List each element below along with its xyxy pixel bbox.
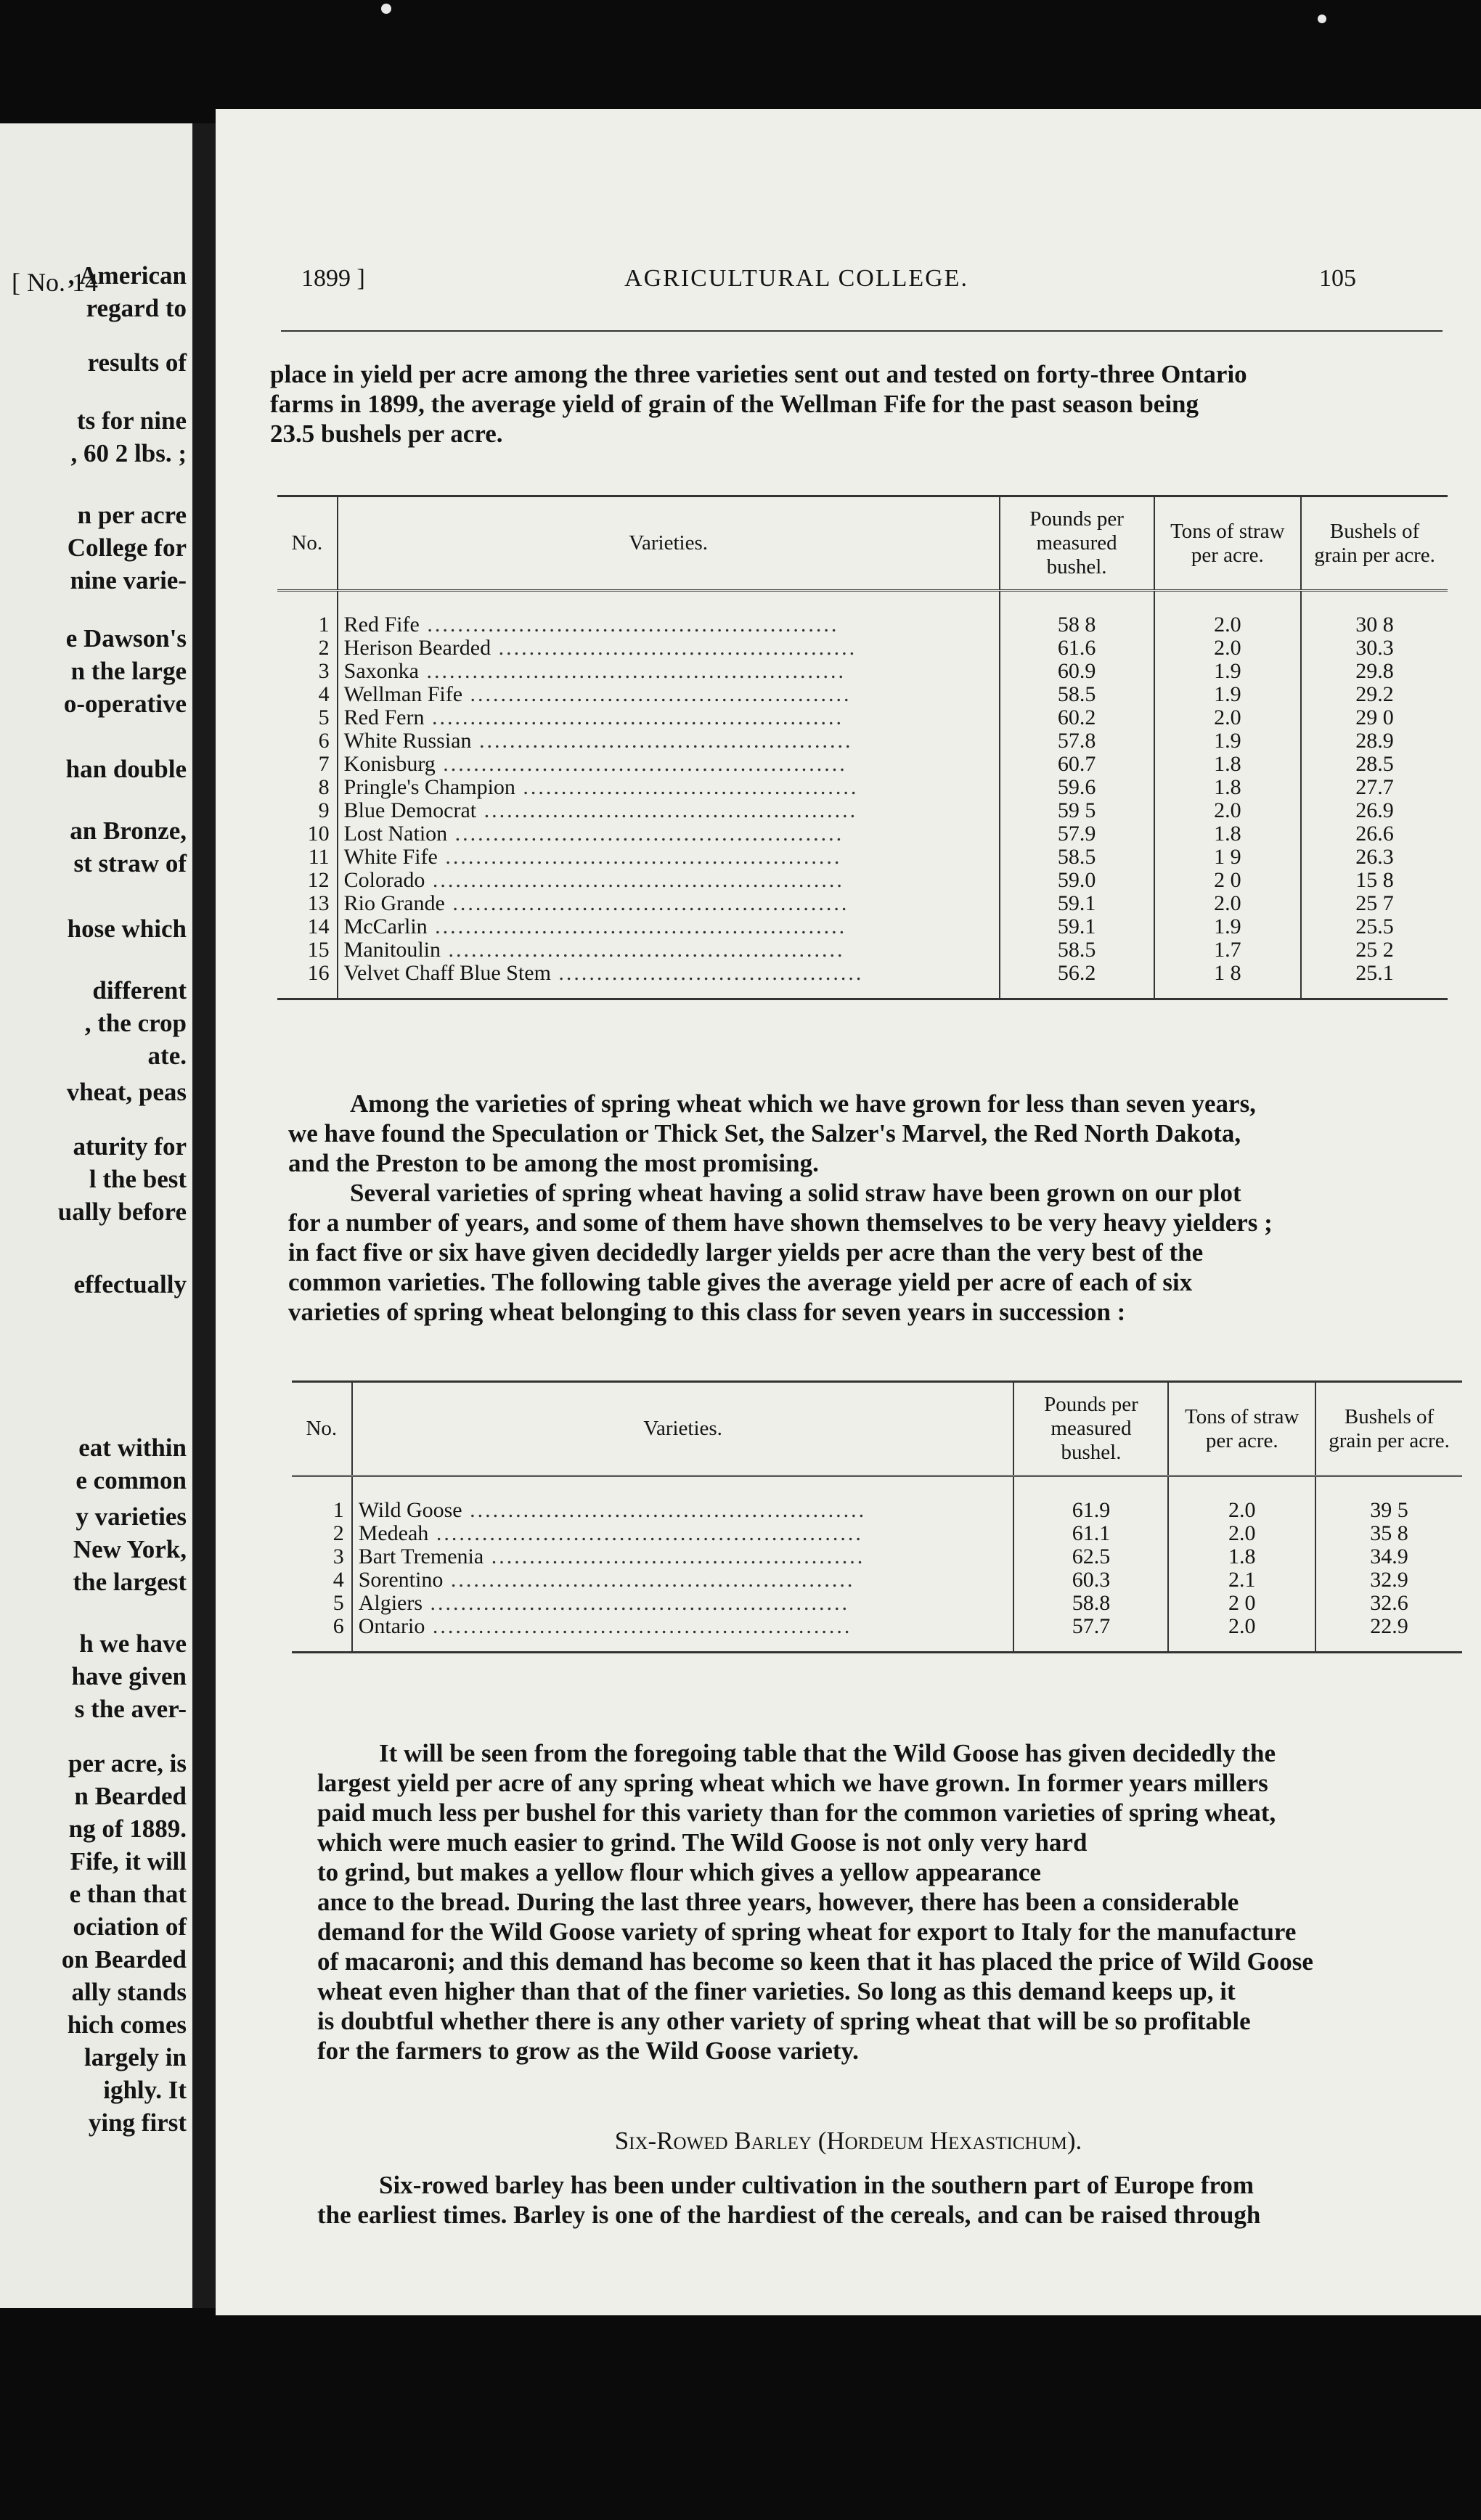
left-page-line: hich comes bbox=[67, 2010, 187, 2039]
left-page-line: aturity for bbox=[73, 1132, 187, 1161]
table-row bbox=[277, 822, 1448, 846]
left-page-line: have given bbox=[71, 1662, 187, 1690]
text-line: place in yield per acre among the three varieties sent out and tested on forty-three Ontario bbox=[270, 360, 1247, 388]
variety-name bbox=[338, 892, 1000, 915]
bushels-grain: 39 5 bbox=[1315, 1476, 1462, 1523]
row-number: 4 bbox=[332, 1568, 344, 1592]
col-bushels-header: Bushels of grain per acre. bbox=[1315, 1382, 1462, 1476]
table-row bbox=[292, 1476, 1462, 1523]
header-rule bbox=[281, 330, 1443, 332]
left-page-line: an Bronze, bbox=[70, 817, 187, 845]
left-page-header: [ No. 14 bbox=[12, 268, 98, 297]
text-line: Six-rowed barley has been under cultivation in the southern part of Europe from bbox=[379, 2171, 1254, 2199]
variety-label: White Russian bbox=[343, 729, 472, 753]
variety-name bbox=[338, 938, 1000, 962]
left-page-line: , 60 2 lbs. ; bbox=[70, 439, 187, 467]
variety-label: Saxonka bbox=[343, 660, 419, 683]
table-row bbox=[277, 938, 1448, 962]
pounds-per-bushel: 59 5 bbox=[1000, 799, 1154, 822]
bushels-grain: 29.8 bbox=[1301, 660, 1448, 683]
variety-name bbox=[338, 683, 1000, 706]
tons-straw: 1 8 bbox=[1154, 962, 1302, 999]
leader-dots: ........................................................ bbox=[428, 1522, 863, 1545]
left-page-line: vheat, peas bbox=[66, 1078, 187, 1106]
bushels-grain: 28.5 bbox=[1301, 753, 1448, 776]
bushels-grain: 28.9 bbox=[1301, 729, 1448, 753]
left-page-line: ociation of bbox=[73, 1912, 187, 1941]
row-number: 7 bbox=[318, 752, 330, 776]
table-row bbox=[292, 1568, 1462, 1592]
left-page-line: o-operative bbox=[63, 690, 187, 718]
variety-label: Red Fern bbox=[343, 706, 425, 729]
text-line: ance to the bread. During the last three years, however, there has been a considerable bbox=[317, 1888, 1239, 1916]
bushels-grain: 15 8 bbox=[1301, 869, 1448, 892]
left-page-line: n per acre bbox=[77, 501, 187, 529]
row-number: 9 bbox=[318, 798, 330, 822]
row-number: 15 bbox=[307, 938, 330, 962]
row-number: 4 bbox=[318, 682, 330, 706]
col-pounds-header: Pounds per measured bushel. bbox=[1000, 496, 1154, 591]
left-page-line: nine varie- bbox=[70, 566, 187, 594]
variety-name bbox=[338, 915, 1000, 938]
bushels-grain: 30.3 bbox=[1301, 637, 1448, 660]
leader-dots: .................................................... bbox=[462, 1498, 867, 1522]
tons-straw: 1.8 bbox=[1154, 753, 1302, 776]
variety-label: Red Fife bbox=[343, 613, 420, 637]
left-page-line: ng of 1889. bbox=[68, 1815, 187, 1843]
text-line: the earliest times. Barley is one of the hardiest of the cereals, and can be raised through bbox=[317, 2201, 1261, 2229]
pounds-per-bushel: 59.0 bbox=[1000, 869, 1154, 892]
variety-name bbox=[352, 1615, 1014, 1653]
left-page-line: n the large bbox=[70, 657, 187, 685]
text-line: which were much easier to grind. The Wild Goose is not only very hard bbox=[317, 1828, 1088, 1857]
leader-dots: ........................................ bbox=[550, 962, 864, 985]
text-line: Among the varieties of spring wheat which we have grown for less than seven years, bbox=[350, 1089, 1256, 1118]
row-number: 5 bbox=[318, 705, 330, 729]
col-bushels-header: Bushels of grain per acre. bbox=[1301, 496, 1448, 591]
left-page-line: h we have bbox=[79, 1629, 187, 1658]
leader-dots: ................................................. bbox=[476, 799, 858, 822]
left-page-line: on Bearded bbox=[61, 1945, 187, 1973]
table-row bbox=[277, 799, 1448, 822]
main-page bbox=[216, 109, 1481, 2315]
row-number: 12 bbox=[307, 868, 330, 892]
leader-dots: ...................................................... bbox=[425, 869, 844, 892]
text-line: It will be seen from the foregoing table that the Wild Goose has given decidedly the bbox=[379, 1739, 1276, 1767]
leader-dots: .................................................... bbox=[437, 846, 842, 869]
left-page-line: e Dawson's bbox=[65, 624, 187, 652]
left-page-line: Fife, it will bbox=[70, 1847, 187, 1875]
leader-dots: ................................................. bbox=[484, 1545, 865, 1568]
leader-dots: ..................................................... bbox=[435, 753, 847, 776]
text-line: demand for the Wild Goose variety of spring wheat for export to Italy for the manufacture bbox=[317, 1918, 1297, 1946]
pounds-per-bushel: 60.2 bbox=[1000, 706, 1154, 729]
pounds-per-bushel: 58.5 bbox=[1000, 938, 1154, 962]
tons-straw: 2.0 bbox=[1154, 637, 1302, 660]
tons-straw: 1 9 bbox=[1154, 846, 1302, 869]
pounds-per-bushel: 59.1 bbox=[1000, 892, 1154, 915]
book-gutter bbox=[192, 123, 216, 2308]
variety-name bbox=[352, 1545, 1014, 1568]
variety-name bbox=[338, 660, 1000, 683]
row-number: 8 bbox=[318, 775, 330, 799]
bushels-grain: 25 2 bbox=[1301, 938, 1448, 962]
row-number: 3 bbox=[318, 659, 330, 683]
leader-dots: ................................................. bbox=[471, 729, 853, 753]
left-page-line: different bbox=[92, 976, 187, 1005]
bushels-grain: 25.5 bbox=[1301, 915, 1448, 938]
variety-label: Ontario bbox=[358, 1615, 425, 1638]
text-line: is doubtful whether there is any other variety of spring wheat that will be so profitable bbox=[317, 2007, 1251, 2035]
variety-label: Bart Tremenia bbox=[358, 1545, 484, 1568]
variety-name bbox=[338, 962, 1000, 999]
variety-name bbox=[338, 637, 1000, 660]
table-row bbox=[277, 776, 1448, 799]
middle-paragraph bbox=[288, 1089, 1457, 1327]
left-page-line: , the crop bbox=[84, 1009, 187, 1037]
text-line: of macaroni; and this demand has become so keen that it has placed the price of Wild Goose bbox=[317, 1947, 1313, 1976]
variety-label: Lost Nation bbox=[343, 822, 448, 846]
text-line: Several varieties of spring wheat having a solid straw have been grown on our plot bbox=[350, 1179, 1241, 1207]
pounds-per-bushel: 61.1 bbox=[1013, 1522, 1168, 1545]
bushels-grain: 26.3 bbox=[1301, 846, 1448, 869]
leader-dots: ...................................................... bbox=[424, 706, 844, 729]
tons-straw: 2.0 bbox=[1154, 706, 1302, 729]
pounds-per-bushel: 56.2 bbox=[1000, 962, 1154, 999]
variety-label: Manitoulin bbox=[343, 938, 441, 962]
text-line: for a number of years, and some of them have shown themselves to be very heavy yielders ; bbox=[288, 1208, 1273, 1237]
tons-straw: 1.8 bbox=[1154, 822, 1302, 846]
pounds-per-bushel: 58.5 bbox=[1000, 846, 1154, 869]
left-page-line: ate. bbox=[147, 1042, 187, 1070]
col-varieties-header: Varieties. bbox=[338, 496, 1000, 591]
film-speck bbox=[381, 4, 391, 14]
variety-name bbox=[338, 776, 1000, 799]
table-row bbox=[277, 846, 1448, 869]
table-row bbox=[277, 962, 1448, 999]
left-page-line: the largest bbox=[73, 1568, 187, 1596]
leader-dots: ...................................................... bbox=[419, 613, 839, 637]
col-no-header: No. bbox=[292, 1382, 352, 1476]
left-page-line: s the aver- bbox=[74, 1695, 187, 1723]
leader-dots: ............................................... bbox=[491, 637, 857, 660]
pounds-per-bushel: 60.9 bbox=[1000, 660, 1154, 683]
variety-name bbox=[352, 1522, 1014, 1545]
variety-name bbox=[338, 591, 1000, 637]
left-page-line: , American bbox=[68, 261, 187, 290]
table-row bbox=[277, 683, 1448, 706]
left-page-line: ually before bbox=[57, 1198, 187, 1226]
bushels-grain: 35 8 bbox=[1315, 1522, 1462, 1545]
leader-dots: ............................................ bbox=[515, 776, 859, 799]
leader-dots: ..................................................... bbox=[443, 1568, 855, 1592]
variety-name bbox=[352, 1592, 1014, 1615]
bushels-grain: 30 8 bbox=[1301, 591, 1448, 637]
left-page-line: l the best bbox=[89, 1165, 187, 1193]
section-heading-six-rowed-barley: Six-Rowed Barley (Hordeum Hexastichum). bbox=[614, 2127, 1082, 2155]
col-pounds-header: Pounds per measured bushel. bbox=[1013, 1382, 1168, 1476]
tons-straw: 2.0 bbox=[1154, 799, 1302, 822]
left-page-line: effectually bbox=[73, 1270, 187, 1298]
left-page-line: st straw of bbox=[73, 849, 187, 878]
row-number: 10 bbox=[307, 822, 330, 846]
variety-label: Medeah bbox=[358, 1522, 429, 1545]
pounds-per-bushel: 59.1 bbox=[1000, 915, 1154, 938]
pounds-per-bushel: 59.6 bbox=[1000, 776, 1154, 799]
tons-straw: 2.0 bbox=[1168, 1476, 1315, 1523]
leader-dots: ...................................................... bbox=[427, 915, 847, 938]
table-row bbox=[277, 915, 1448, 938]
tons-straw: 2.0 bbox=[1154, 892, 1302, 915]
variety-name bbox=[352, 1568, 1014, 1592]
leader-dots: .................................................. bbox=[462, 683, 852, 706]
text-line: paid much less per bushel for this variety than for the common varieties of spring wheat, bbox=[317, 1799, 1276, 1827]
bushels-grain: 29 0 bbox=[1301, 706, 1448, 729]
bushels-grain: 32.9 bbox=[1315, 1568, 1462, 1592]
table-row bbox=[277, 753, 1448, 776]
header-title: AGRICULTURAL COLLEGE. bbox=[624, 265, 968, 292]
left-page-line: e than that bbox=[69, 1880, 187, 1908]
left-page-line: eat within bbox=[78, 1433, 187, 1462]
variety-name bbox=[338, 706, 1000, 729]
table-row bbox=[277, 869, 1448, 892]
left-page-line: n Bearded bbox=[74, 1782, 187, 1810]
row-number: 6 bbox=[318, 729, 330, 753]
variety-label: Sorentino bbox=[358, 1568, 444, 1592]
variety-label: Wild Goose bbox=[358, 1498, 462, 1522]
tons-straw: 2.0 bbox=[1168, 1522, 1315, 1545]
table-row bbox=[277, 637, 1448, 660]
text-line: to grind, but makes a yellow flour which gives a yellow appearance bbox=[317, 1858, 1041, 1886]
left-page-line: ying first bbox=[88, 2108, 187, 2137]
row-number: 1 bbox=[318, 613, 330, 637]
left-page-line: per acre, is bbox=[68, 1749, 187, 1778]
left-facing-page bbox=[0, 123, 192, 2308]
leader-dots: ....................................................... bbox=[423, 1592, 850, 1615]
spring-wheat-table bbox=[277, 495, 1448, 1000]
variety-label: Wellman Fife bbox=[343, 683, 463, 706]
pounds-per-bushel: 57.9 bbox=[1000, 822, 1154, 846]
variety-name bbox=[338, 846, 1000, 869]
pounds-per-bushel: 57.7 bbox=[1013, 1615, 1168, 1653]
leader-dots: .................................................... bbox=[441, 938, 845, 962]
pounds-per-bushel: 58.8 bbox=[1013, 1592, 1168, 1615]
col-no-header: No. bbox=[277, 496, 338, 591]
variety-name bbox=[338, 869, 1000, 892]
tons-straw: 2.0 bbox=[1168, 1615, 1315, 1653]
left-page-line: New York, bbox=[73, 1535, 187, 1563]
variety-label: Algiers bbox=[358, 1592, 423, 1615]
table-row bbox=[277, 660, 1448, 683]
bushels-grain: 25.1 bbox=[1301, 962, 1448, 999]
table-row bbox=[292, 1615, 1462, 1653]
left-page-line: hose which bbox=[67, 915, 187, 943]
tons-straw: 2 0 bbox=[1154, 869, 1302, 892]
tons-straw: 2.0 bbox=[1154, 591, 1302, 637]
closing-paragraph bbox=[317, 1738, 1461, 2066]
variety-name bbox=[338, 799, 1000, 822]
bushels-grain: 29.2 bbox=[1301, 683, 1448, 706]
col-straw-header: Tons of straw per acre. bbox=[1168, 1382, 1315, 1476]
text-line: in fact five or six have given decidedly larger yields per acre than the very best of the bbox=[288, 1238, 1204, 1267]
variety-name bbox=[338, 729, 1000, 753]
col-varieties-header: Varieties. bbox=[352, 1382, 1014, 1476]
table-row bbox=[277, 892, 1448, 915]
text-line: farms in 1899, the average yield of grain of the Wellman Fife for the past season being bbox=[270, 390, 1199, 418]
variety-label: McCarlin bbox=[343, 915, 428, 938]
bushels-grain: 26.6 bbox=[1301, 822, 1448, 846]
pounds-per-bushel: 58.5 bbox=[1000, 683, 1154, 706]
left-page-line: y varieties bbox=[76, 1502, 187, 1531]
row-number: 6 bbox=[292, 1615, 352, 1653]
pounds-per-bushel: 61.6 bbox=[1000, 637, 1154, 660]
text-line: largest yield per acre of any spring wheat which we have grown. In former years millers bbox=[317, 1769, 1268, 1797]
left-page-line: ally stands bbox=[71, 1978, 187, 2006]
table-row bbox=[292, 1592, 1462, 1615]
text-line: and the Preston to be among the most promising. bbox=[288, 1149, 819, 1177]
bushels-grain: 26.9 bbox=[1301, 799, 1448, 822]
variety-label: Pringle's Champion bbox=[343, 776, 515, 799]
final-paragraph bbox=[317, 2170, 1461, 2230]
page-number: 105 bbox=[1319, 265, 1356, 292]
solid-straw-wheat-table bbox=[292, 1380, 1462, 1653]
tons-straw: 1.7 bbox=[1154, 938, 1302, 962]
leader-dots: ....................................................... bbox=[419, 660, 846, 683]
left-page-line: largely in bbox=[84, 2043, 187, 2071]
left-page-line: e common bbox=[76, 1466, 187, 1494]
pounds-per-bushel: 61.9 bbox=[1013, 1476, 1168, 1523]
variety-label: Blue Democrat bbox=[343, 799, 477, 822]
table-row bbox=[292, 1522, 1462, 1545]
text-line: we have found the Speculation or Thick Set, the Salzer's Marvel, the Red North Dakota, bbox=[288, 1119, 1241, 1148]
row-number: 3 bbox=[332, 1545, 344, 1568]
row-number: 2 bbox=[332, 1521, 344, 1545]
variety-name bbox=[352, 1476, 1014, 1523]
row-number: 5 bbox=[332, 1591, 344, 1615]
left-page-line: ts for nine bbox=[76, 406, 187, 435]
bushels-grain: 25 7 bbox=[1301, 892, 1448, 915]
row-number: 1 bbox=[332, 1498, 344, 1522]
variety-label: White Fife bbox=[343, 846, 438, 869]
table-row bbox=[277, 591, 1448, 637]
tons-straw: 1.8 bbox=[1168, 1545, 1315, 1568]
col-straw-header: Tons of straw per acre. bbox=[1154, 496, 1302, 591]
left-page-line: results of bbox=[87, 348, 187, 377]
variety-label: Velvet Chaff Blue Stem bbox=[343, 962, 551, 985]
pounds-per-bushel: 60.7 bbox=[1000, 753, 1154, 776]
bushels-grain: 34.9 bbox=[1315, 1545, 1462, 1568]
text-line: for the farmers to grow as the Wild Goose variety. bbox=[317, 2037, 859, 2065]
pounds-per-bushel: 60.3 bbox=[1013, 1568, 1168, 1592]
header-year: 1899 ] bbox=[301, 265, 365, 292]
variety-label: Herison Bearded bbox=[343, 637, 491, 660]
text-line: varieties of spring wheat belonging to this class for seven years in succession : bbox=[288, 1298, 1126, 1326]
variety-label: Colorado bbox=[343, 869, 425, 892]
left-page-line: ighly. It bbox=[103, 2076, 187, 2104]
leader-dots: ....................................................... bbox=[425, 1615, 852, 1638]
tons-straw: 1.9 bbox=[1154, 660, 1302, 683]
table-row bbox=[277, 729, 1448, 753]
intro-paragraph bbox=[270, 359, 1461, 449]
text-line: 23.5 bushels per acre. bbox=[270, 420, 503, 448]
row-number: 13 bbox=[307, 891, 330, 915]
leader-dots: ................................................... bbox=[447, 822, 844, 846]
tons-straw: 1.9 bbox=[1154, 683, 1302, 706]
bushels-grain: 27.7 bbox=[1301, 776, 1448, 799]
left-page-line: regard to bbox=[86, 294, 187, 322]
tons-straw: 1.8 bbox=[1154, 776, 1302, 799]
tons-straw: 2.1 bbox=[1168, 1568, 1315, 1592]
pounds-per-bushel: 58 8 bbox=[1000, 591, 1154, 637]
film-speck bbox=[1318, 15, 1326, 23]
row-number: 14 bbox=[307, 915, 330, 938]
table-row bbox=[277, 706, 1448, 729]
tons-straw: 1.9 bbox=[1154, 729, 1302, 753]
text-line: common varieties. The following table gives the average yield per acre of each of six bbox=[288, 1268, 1193, 1296]
pounds-per-bushel: 62.5 bbox=[1013, 1545, 1168, 1568]
text-line: wheat even higher than that of the finer varieties. So long as this demand keeps up, it bbox=[317, 1977, 1236, 2005]
left-page-line: han double bbox=[65, 755, 187, 783]
variety-label: Konisburg bbox=[343, 753, 436, 776]
leader-dots: .................................................... bbox=[444, 892, 849, 915]
pounds-per-bushel: 57.8 bbox=[1000, 729, 1154, 753]
variety-name bbox=[338, 822, 1000, 846]
row-number: 16 bbox=[277, 962, 338, 999]
bushels-grain: 32.6 bbox=[1315, 1592, 1462, 1615]
variety-label: Rio Grande bbox=[343, 892, 445, 915]
row-number: 2 bbox=[318, 636, 330, 660]
tons-straw: 2 0 bbox=[1168, 1592, 1315, 1615]
variety-name bbox=[338, 753, 1000, 776]
table-row bbox=[292, 1545, 1462, 1568]
row-number: 11 bbox=[308, 845, 330, 869]
bushels-grain: 22.9 bbox=[1315, 1615, 1462, 1653]
left-page-line: College for bbox=[67, 533, 187, 562]
tons-straw: 1.9 bbox=[1154, 915, 1302, 938]
